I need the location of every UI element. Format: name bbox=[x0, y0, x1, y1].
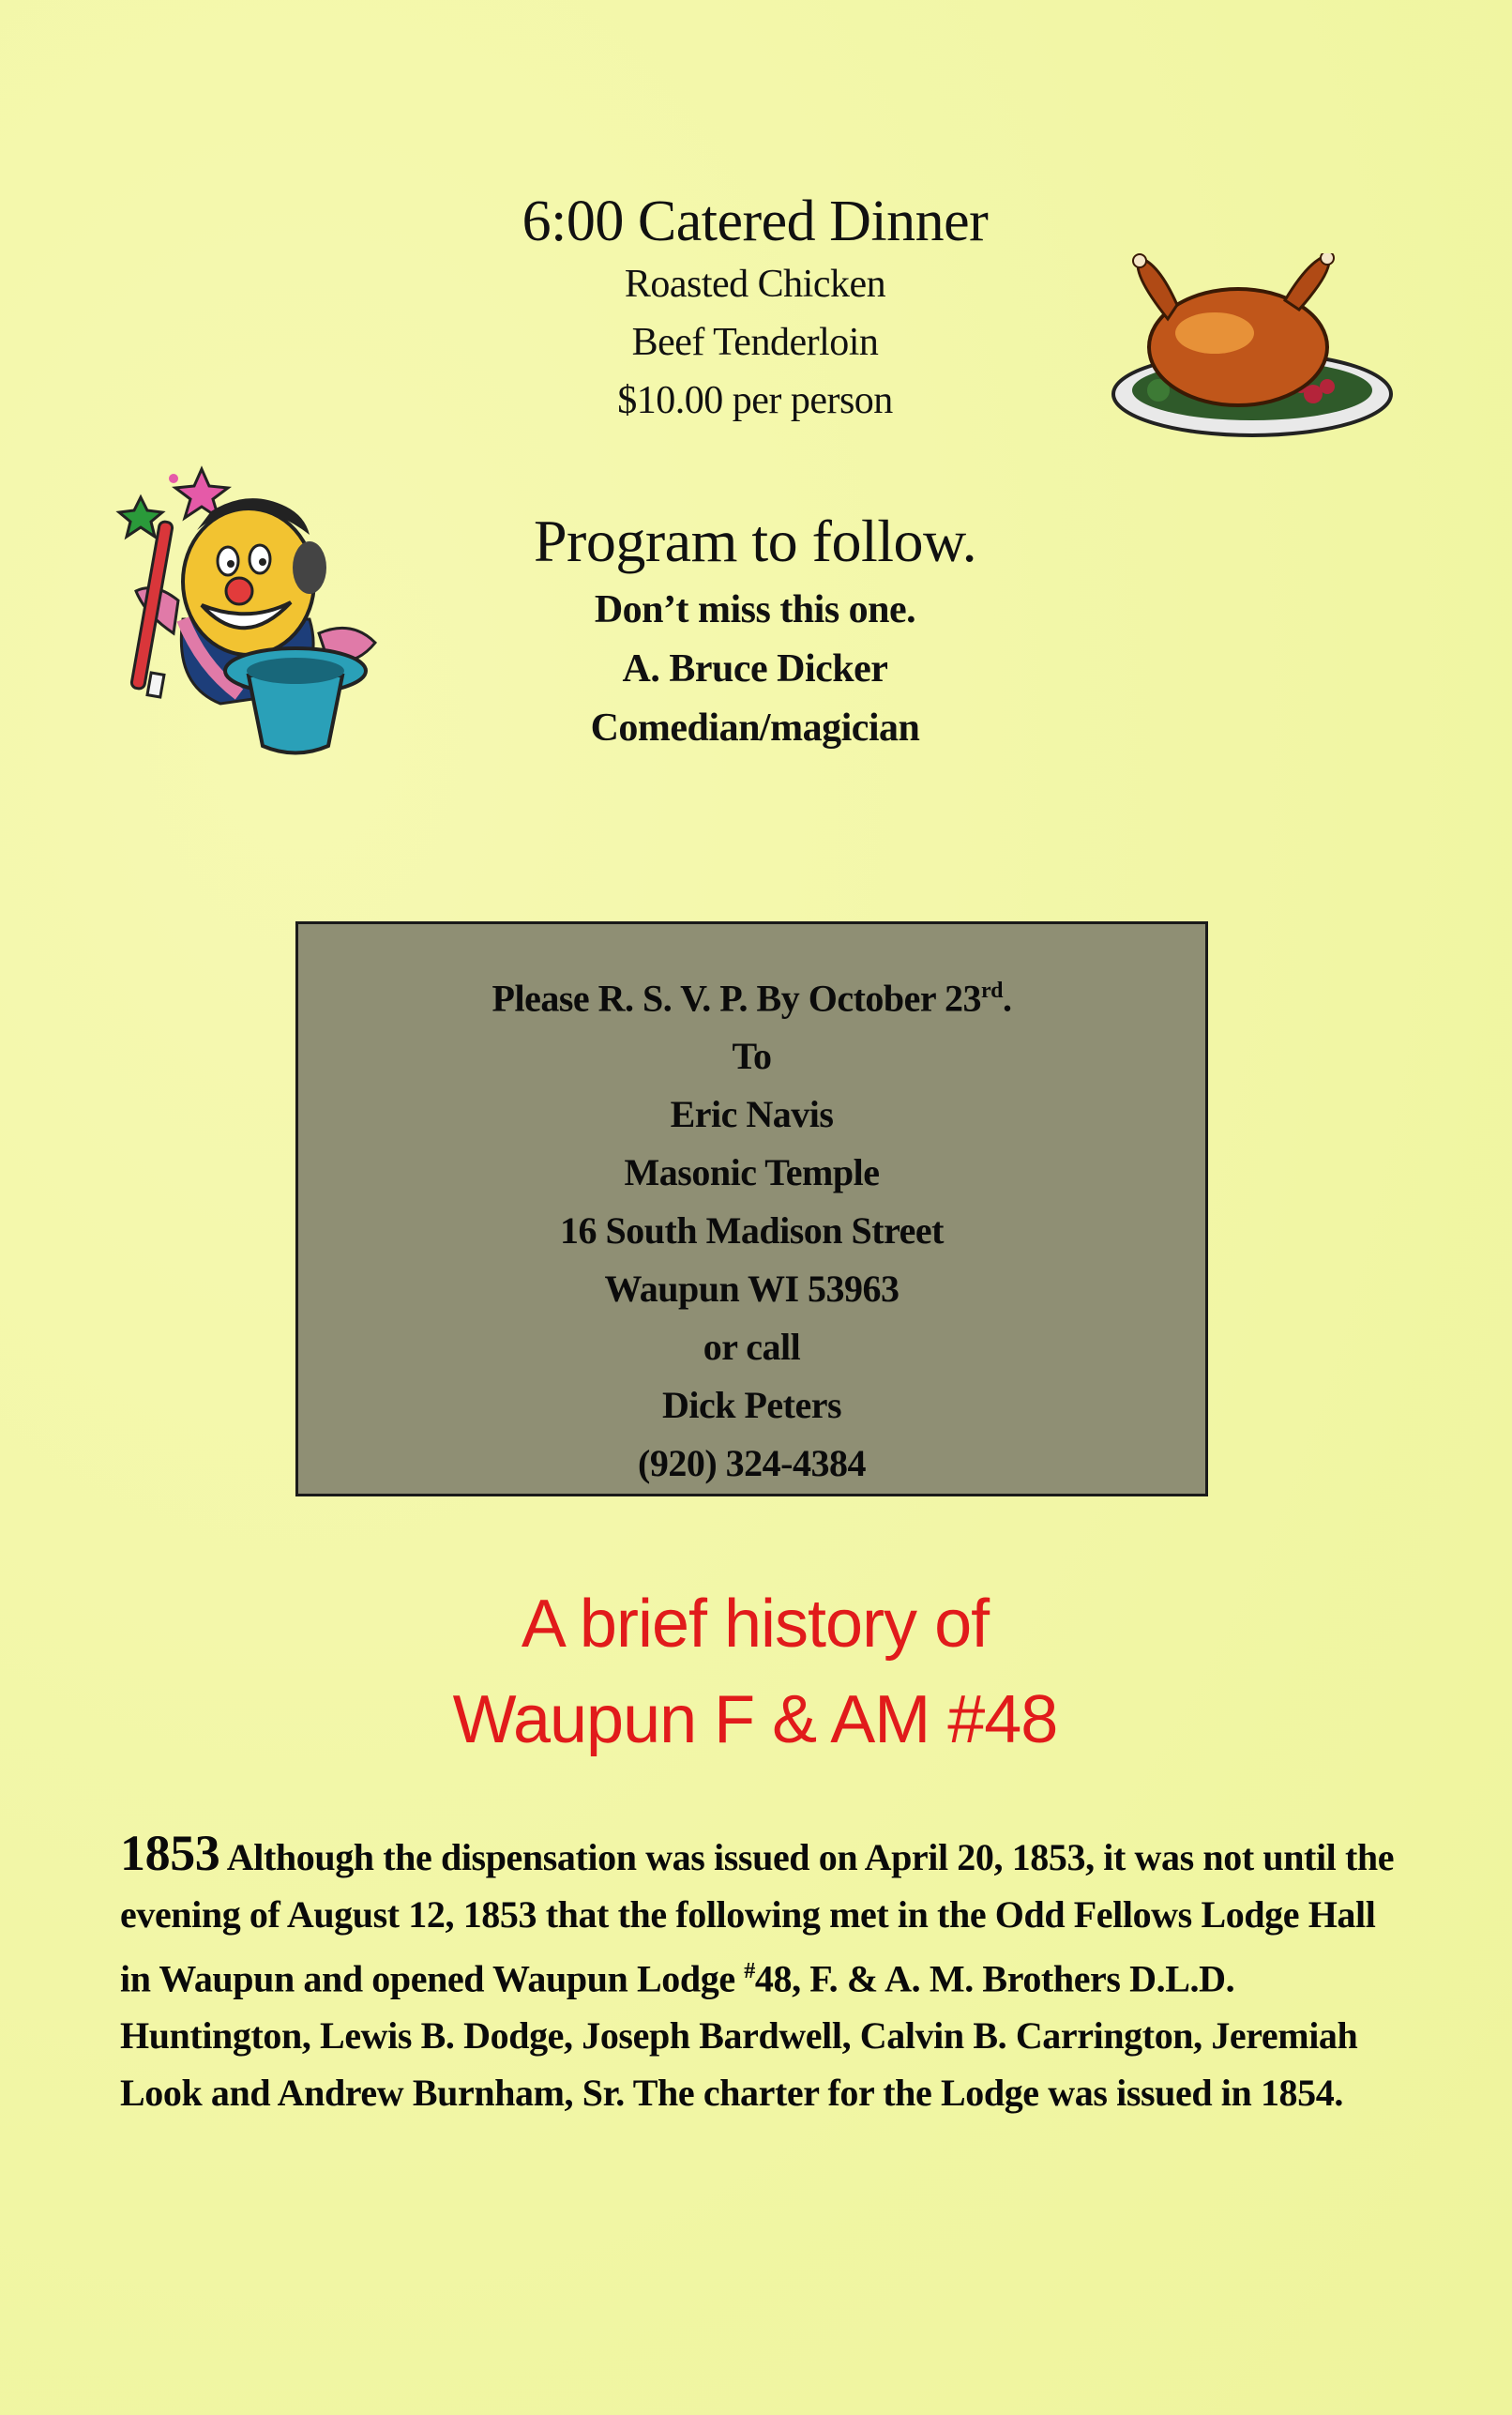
rsvp-phone-contact: Dick Peters bbox=[661, 1384, 842, 1427]
history-year: 1853 bbox=[120, 1825, 220, 1881]
rsvp-to: To bbox=[732, 1035, 772, 1078]
rsvp-contact-name: Eric Navis bbox=[670, 1093, 834, 1136]
history-title-line: A brief history of bbox=[521, 1587, 990, 1662]
program-section bbox=[403, 502, 1107, 758]
performer-name: A. Bruce Dicker bbox=[622, 647, 888, 691]
rsvp-city: Waupun WI 53963 bbox=[604, 1268, 900, 1311]
history-title-line: Waupun F & AM #48 bbox=[452, 1682, 1058, 1757]
rsvp-box bbox=[295, 921, 1208, 1496]
rsvp-deadline: Please R. S. V. P. By October 23rd. bbox=[491, 977, 1012, 1020]
menu-item: Beef Tenderloin bbox=[631, 321, 879, 364]
performer-role: Comedian/magician bbox=[590, 706, 920, 750]
history-title bbox=[356, 1576, 1154, 1768]
program-tagline: Don’t miss this one. bbox=[594, 588, 916, 631]
rsvp-venue: Masonic Temple bbox=[624, 1151, 880, 1194]
dinner-title: 6:00 Catered Dinner bbox=[522, 190, 989, 253]
history-entry bbox=[120, 1825, 1396, 2121]
history-superscript: # bbox=[744, 1959, 755, 1983]
history-text: 48, F. & A. M. Brothers D.L.D. Huntington, Lewis B. Dodge, Joseph Bardwell, Calvin B. Carrington, Jeremiah Look and Andrew Burnham, Sr. The charter for the Lodge was issued in 1854. bbox=[120, 1957, 1358, 2115]
rsvp-street: 16 South Madison Street bbox=[560, 1209, 944, 1253]
rsvp-phone-number: (920) 324-4384 bbox=[638, 1442, 866, 1485]
menu-item: Roasted Chicken bbox=[624, 263, 886, 306]
magician-clown-icon bbox=[108, 450, 399, 760]
rsvp-or-call: or call bbox=[703, 1326, 801, 1369]
price: $10.00 per person bbox=[617, 379, 893, 422]
history-text: Although the dispensation was issued on April 20, 1853, it was not until the evening of August 12, 1853 that the following met in the Odd Fellows Lodge Hall in Waupun and opened Waupun Lodge bbox=[120, 1836, 1395, 2000]
dinner-section bbox=[356, 188, 1154, 430]
roast-chicken-icon bbox=[1102, 253, 1393, 446]
program-title: Program to follow. bbox=[533, 508, 977, 574]
